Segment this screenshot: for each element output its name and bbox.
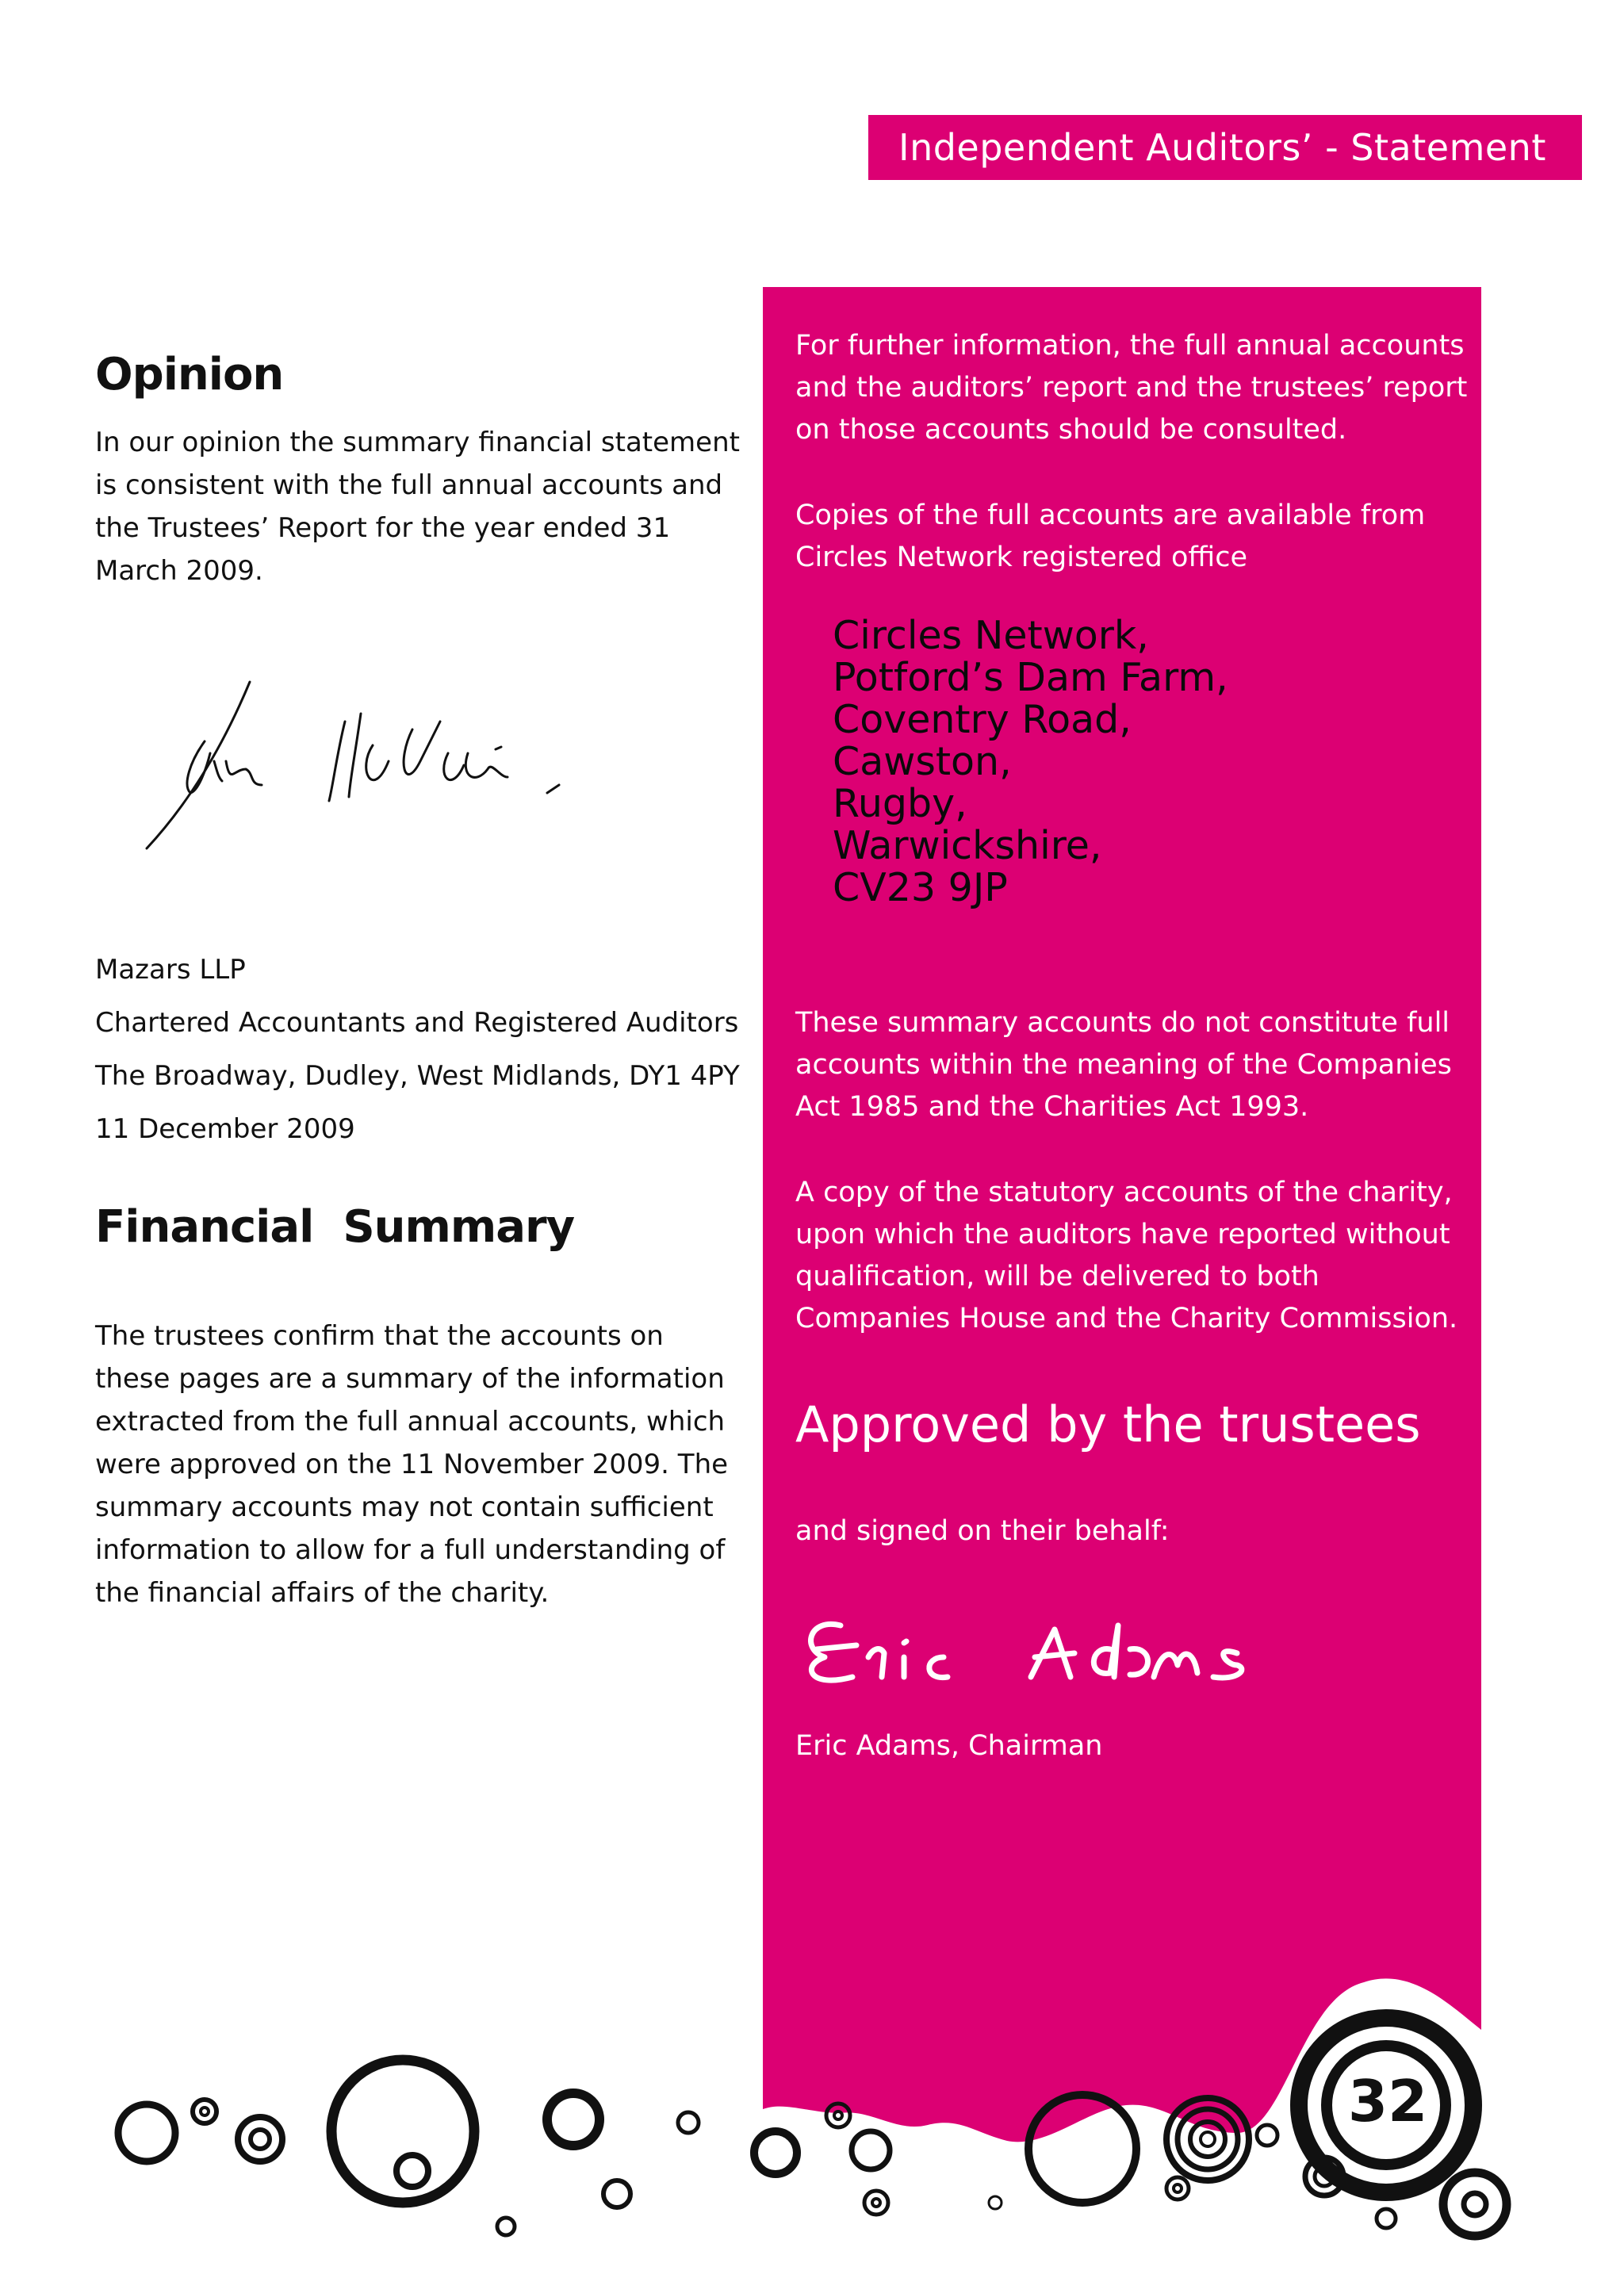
circle-ring [547,2093,599,2146]
auditor-details [95,944,753,1156]
circle-ring [118,2104,175,2161]
opinion-heading: Opinion [95,349,284,400]
not-full-accounts-text: These summary accounts do not constitute full accounts within the meaning of the Companies Act 1985 and the Charities Act 1993. [795,1007,1452,1123]
auditor-role: Chartered Accountants and Registered Auditors [95,1007,739,1039]
address-line: Rugby, [833,781,967,826]
circle-ring [603,2180,630,2207]
address-line: Potford’s Dam Farm, [833,655,1228,700]
address-line: Circles Network, [833,613,1149,658]
further-info [795,325,1469,451]
address-line: Cawston, [833,739,1012,784]
opinion-text: In our opinion the summary financial statement is consistent with the full annual accounts and the Trustees’ Report for the year ended 31 March 2009. [95,427,740,587]
address-line: Coventry Road, [833,697,1132,742]
not-full-accounts [795,1002,1469,1128]
circle-ring [201,2108,209,2115]
statutory-accounts-text: A copy of the statutory accounts of the charity, upon which the auditors have reported without qualification, will be delivered to both Companies House and the Charity Commission. [795,1177,1458,1334]
auditor-name: Mazars LLP [95,954,246,986]
circle-ring [193,2100,216,2123]
address-line: CV23 9JP [833,865,1008,910]
approved-heading: Approved by the trustees [795,1396,1421,1453]
address-line: Warwickshire, [833,823,1102,868]
circle-ring [251,2130,270,2149]
registered-office-address [833,614,1228,909]
circle-ring [396,2155,428,2187]
signatory-text: Eric Adams, Chairman [795,1730,1103,1762]
copies-text: Copies of the full accounts are available from Circles Network registered office [795,500,1426,573]
circle-ring [497,2218,515,2235]
signed-text: and signed on their behalf: [795,1515,1170,1547]
opinion-section [95,349,753,592]
signatory [795,1725,1469,1767]
circle-ring [238,2117,282,2161]
further-info-text: For further information, the full annual accounts and the auditors’ report and the trustees’ report on those accounts should be consulted. [795,330,1468,446]
copies-info [795,495,1469,579]
statutory-accounts [795,1172,1469,1340]
auditor-signature [135,674,587,864]
auditor-date: 11 December 2009 [95,1113,355,1145]
chairman-signature [793,1602,1340,1697]
section-header: Independent Auditors’ - Statement [868,115,1582,180]
circle-ring [678,2112,699,2133]
signed-on-behalf [795,1510,1469,1552]
financial-summary-heading: Financial Summary [95,1201,575,1253]
financial-summary-text: The trustees confirm that the accounts on these pages are a summary of the information extracted from the full annual accounts, which were approved on the 11 November 2009. The summary accounts may not contain sufficient information to allow for a full understanding of the financial affairs of the charity. [95,1320,729,1609]
auditor-address: The Broadway, Dudley, West Midlands, DY1 4PY [95,1060,740,1092]
page-number: 32 [1348,2068,1428,2134]
